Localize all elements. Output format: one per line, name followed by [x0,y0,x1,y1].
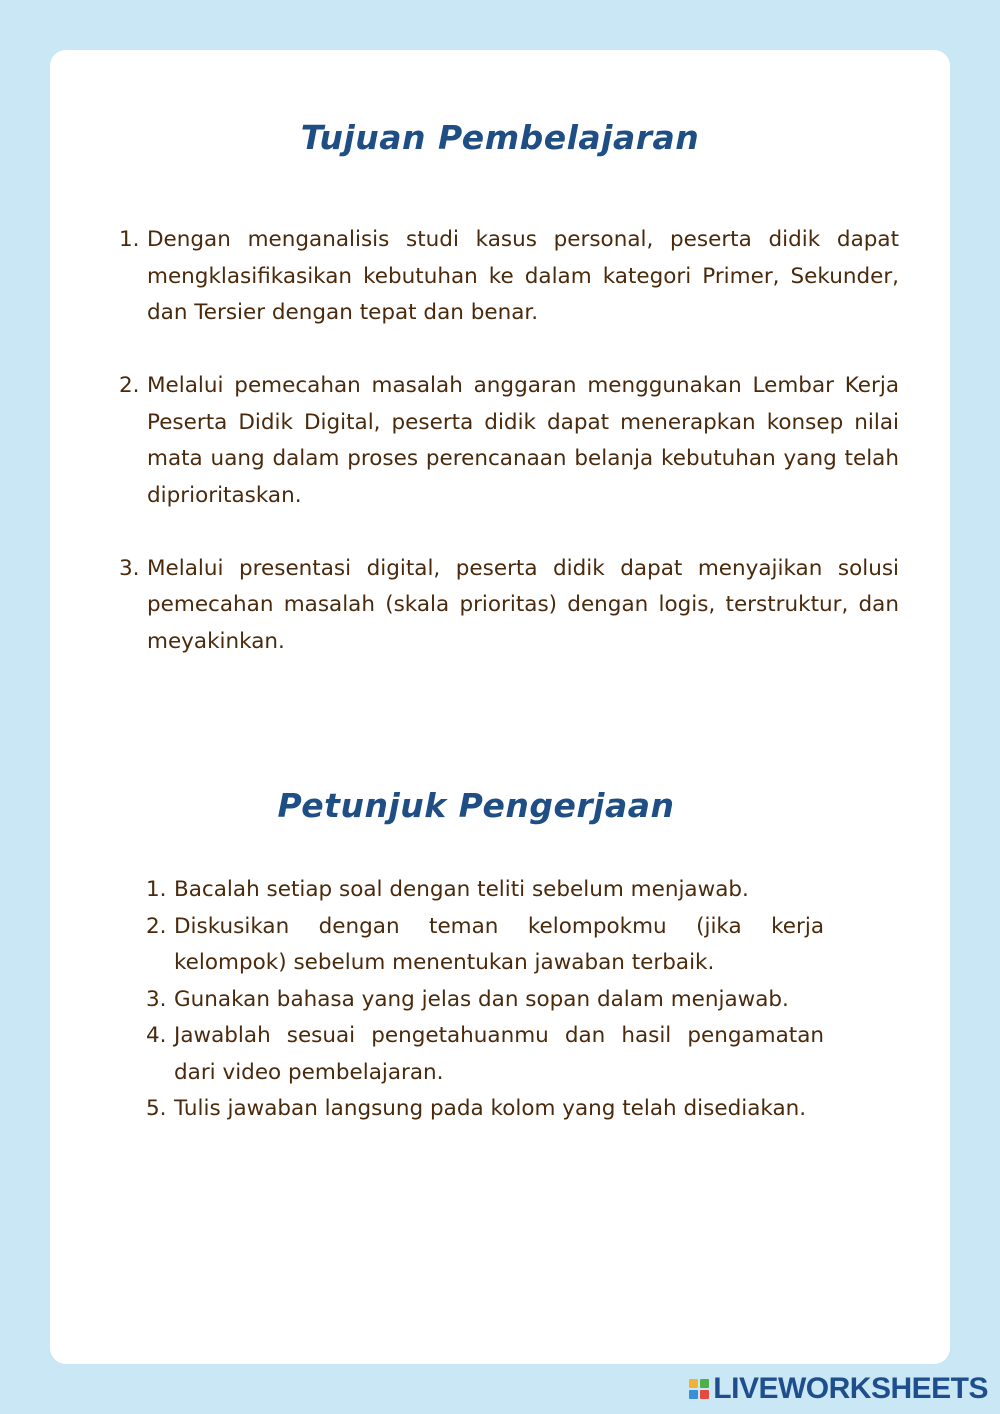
list-item [146,872,824,909]
instructions-list [146,872,824,1128]
list-item-number: 2. [146,913,167,939]
list-item-number: 3. [146,986,167,1012]
list-item-number: 5. [146,1096,167,1121]
list-item-text: Melalui presentasi digital, peserta didik dapat menyajikan solusi pemecahan masalah (skala prioritas) dengan logis, terstruktur, dan meyakinkan. [147,555,899,654]
list-item [119,551,899,661]
liveworksheets-logo-icon [689,1379,709,1399]
list-item-text: Dengan menganalisis studi kasus personal, peserta didik dapat mengklasifikasikan kebutuhan ke dalam kategori Primer, Sekunder, dan Tersier dengan tepat dan benar. [147,227,899,325]
list-item [146,1091,824,1128]
list-item-text: Jawablah sesuai pengetahuanmu dan hasil pengamatan dari video pembelajaran. [174,1023,824,1085]
list-item-number: 3. [119,555,140,581]
list-item-number: 1. [119,227,140,252]
brand-wordmark: LIVEWORKSHEETS [713,1372,988,1405]
list-item-text: Diskusikan dengan teman kelompokmu (jika kerja kelompok) sebelum menentukan jawaban terbaik. [174,913,824,975]
learning-objectives-list [119,222,899,697]
list-item [146,982,824,1019]
list-item-number: 2. [119,373,140,398]
section-title-petunjuk: Petunjuk Pengerjaan [277,786,675,825]
list-item-text: Bacalah setiap soal dengan teliti sebelum menjawab. [174,877,749,902]
list-item-number: 1. [146,877,167,902]
list-item-text: Melalui pemecahan masalah anggaran menggunakan Lembar Kerja Peserta Didik Digital, peserta didik dapat menerapkan konsep nilai mata uang dalam proses perencanaan belanja kebutuhan yang telah diprioritaskan. [147,373,899,508]
list-item-text: Tulis jawaban langsung pada kolom yang telah disediakan. [174,1096,807,1121]
list-item [119,222,899,332]
list-item [146,1018,824,1091]
section-title-tujuan: Tujuan Pembelajaran [300,118,700,157]
list-item [146,909,824,982]
list-item-text: Gunakan bahasa yang jelas dan sopan dalam menjawab. [174,986,789,1012]
liveworksheets-brand [689,1373,988,1405]
worksheet-card [50,50,950,1364]
list-item [119,368,899,514]
list-item-number: 4. [146,1023,167,1048]
